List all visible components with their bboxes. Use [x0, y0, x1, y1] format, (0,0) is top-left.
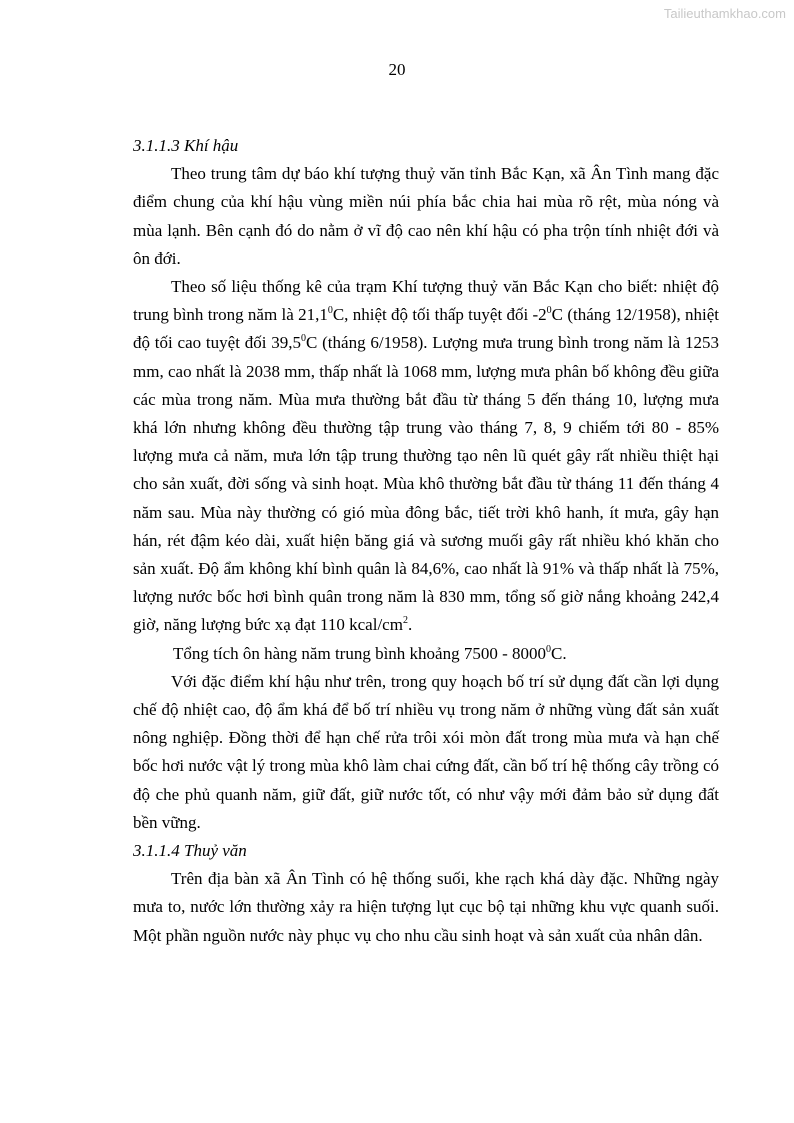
text-run: Tổng tích ôn hàng năm trung bình khoảng 7500 - 8000 — [173, 643, 547, 663]
page-number: 20 — [388, 60, 406, 79]
text-run: Theo số liệu thống kê của trạm Khí tượng thuỷ văn Bắc Kạn cho biết: nhiệt độ trung bình trong năm là 21,1 — [133, 277, 719, 325]
page-content — [133, 132, 719, 950]
watermark: Tailieuthamkhao.com — [663, 6, 786, 21]
section-heading-hydrology: 3.1.1.4 Thuỷ văn — [133, 841, 247, 861]
superscript: 0 — [327, 305, 333, 317]
text-run: C (tháng 6/1958). Lượng mưa trung bình trong năm là 1253 mm, cao nhất là 2038 mm, thấp nhất là 1068 mm, lượng mưa phân bố không đều giữa các mùa trong năm. Mùa mưa thường bắt đầu từ tháng 5 đến tháng 10, lượng mưa khá lớn nhưng không đều thường tập trung vào tháng 7, 8, 9 chiếm tới 80 - 85% lượng mưa cả năm, mưa lớn tập trung thường tạo nên lũ quét gây rất nhiều thiệt hại cho sản xuất, đời sống và sinh hoạt. Mùa khô thường bắt đầu từ tháng 11 đến tháng 4 năm sau. Mùa này thường có gió mùa đông bắc, tiết trời khô hanh, ít mưa, gây hạn hán, rét đậm kéo dài, xuất hiện băng giá và sương muối gây rất nhiều khó khăn cho sản xuất. Độ ẩm không khí bình quân là 84,6%, cao nhất là 91% và thấp nhất là 75%, lượng nước bốc hơi bình quân trong năm là 830 mm, tổng số giờ nắng khoảng 242,4 giờ, năng lượng bức xạ đạt 110 kcal/cm — [133, 333, 719, 635]
superscript: 0 — [301, 333, 306, 345]
climate-paragraph-2 — [133, 273, 719, 640]
climate-paragraph-3 — [133, 640, 719, 668]
section-heading-climate: 3.1.1.3 Khí hậu — [133, 136, 239, 155]
superscript: 0 — [546, 643, 552, 655]
text-run: C. — [551, 643, 567, 663]
superscript: 2 — [402, 615, 408, 627]
climate-paragraph-1: Theo trung tâm dự báo khí tượng thuỷ văn tỉnh Bắc Kạn, xã Ân Tình mang đặc điểm chung của khí hậu vùng miền núi phía bắc chia hai mùa rõ rệt, mùa nóng và mùa lạnh. Bên cạnh đó do nằm ở vĩ độ cao nên khí hậu có pha trộn tính nhiệt đới và ôn đới. — [133, 164, 719, 268]
climate-paragraph-4: Với đặc điểm khí hậu như trên, trong quy hoạch bố trí sử dụng đất cần lợi dụng chế độ nhiệt cao, độ ẩm khá để bố trí nhiều vụ trong năm ở những vùng đất sản xuất nông nghiệp. Đồng thời để hạn chế rửa trôi xói mòn đất trong mùa mưa và hạn chế bốc hơi nước vật lý trong mùa khô làm chai cứng đất, cần bố trí hệ thống cây trồng có độ che phủ quanh năm, giữ đất, giữ nước tốt, có như vậy mới đảm bảo sử dụng đất bền vững. — [133, 671, 719, 832]
text-run: C (tháng 12/1958), nhiệt độ tối cao tuyệt đối 39,5 — [133, 305, 719, 353]
superscript: 0 — [546, 305, 552, 317]
text-run: . — [407, 615, 413, 635]
hydrology-paragraph-1: Trên địa bàn xã Ân Tình có hệ thống suối, khe rạch khá dày đặc. Những ngày mưa to, nước lớn thường xảy ra hiện tượng lụt cục bộ tại những khu vực quanh suối. Một phần nguồn nước này phục vụ cho nhu cầu sinh hoạt và sản xuất của nhân dân. — [133, 869, 719, 945]
text-run: C, nhiệt độ tối thấp tuyệt đối -2 — [332, 305, 547, 325]
